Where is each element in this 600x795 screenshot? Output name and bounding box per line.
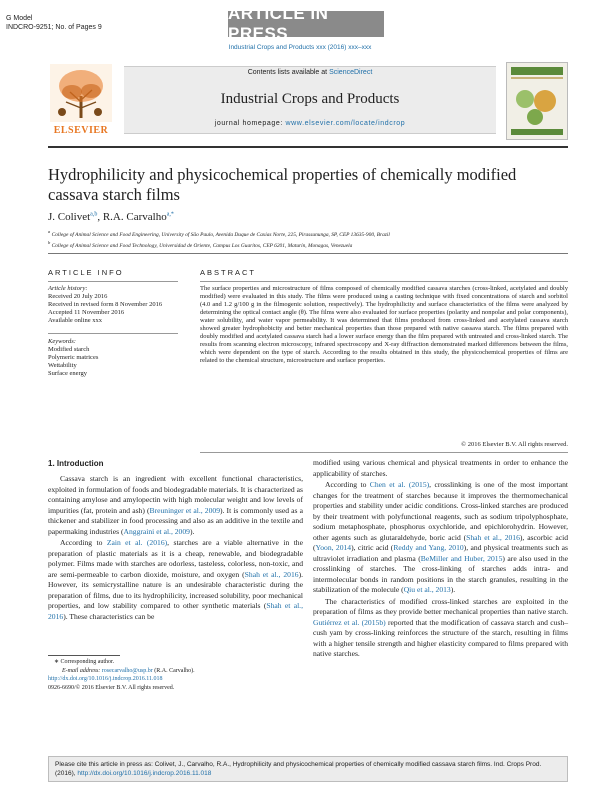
journal-name: Industrial Crops and Products <box>220 91 400 107</box>
author-affil-sup[interactable]: a,* <box>166 211 174 218</box>
citation-link[interactable]: Chen et al. (2015) <box>369 480 430 489</box>
author-affil-sup[interactable]: a,b <box>90 211 98 218</box>
body-paragraph <box>48 538 303 622</box>
contents-prefix: Contents lists available at <box>247 69 328 76</box>
paragraph-text: ). It is commonly used as a thickener and stabilizer in food processing and also as an additive in the textile and papermaking industries ( <box>48 505 303 536</box>
homepage-prefix: journal homepage: <box>214 120 283 127</box>
citation-link[interactable]: Shah et al., 2016 <box>466 532 520 542</box>
article-code: INDCRO-9251; <box>6 24 54 31</box>
paragraph-text: According to <box>60 538 107 547</box>
body-paragraph <box>48 474 303 537</box>
abstract-text: The surface properties and microstructure of films composed of chemically modified cassava starches (cross-linked, acetylated and doubly modified) were evaluated in this study. The films were produced using a casting technique with fixed concentrations of starch and sorbitol (4.0 and 1.2 g/100 g in the filmogenic solution, respectively). The hydrophilicity and surface characteristics of the films were analyzed by determining the optical contact angle (θ). The films were also evaluated for surface properties (polarity and nonpolar and polar components), water solubility, and water vapor permeability. It was determined that films produced from cross-linked and acetylated cassava starch showed greater hydrophobicity and better mechanical properties than those prepared with native cassava starch. The films prepared with doubly modified and acetylated cassava starch had a lower surface energy than the film prepared with untreated and cross-linked starch. The results from scanning electron microscopy, infrared spectroscopy and X-ray diffraction demonstrated marked differences between the films, which were dependent on the type of starch. According to the results obtained in this study, the physicochemical properties of films are related to the chemical structure, microstructure and surface properties. <box>200 285 568 365</box>
gmodel-label: G Model <box>6 15 33 22</box>
title-divider <box>48 253 568 254</box>
paragraph-text: ). These characteristics can be <box>63 611 155 621</box>
header-left-info <box>6 14 102 32</box>
keywords-divider <box>48 333 178 334</box>
contents-line <box>124 69 496 76</box>
cover-image-icon <box>507 63 567 139</box>
journal-cover-thumbnail[interactable] <box>506 62 568 140</box>
page-count: No. of Pages 9 <box>55 24 102 31</box>
paragraph-text: According to <box>325 480 370 489</box>
keyword-item: Surface energy <box>48 370 88 377</box>
elsevier-logo <box>48 62 114 138</box>
history-item: Received 20 July 2016 <box>48 293 108 300</box>
citation-link[interactable]: Shah et al., 2016 <box>48 601 303 621</box>
history-label: Article history: <box>48 285 88 292</box>
affiliation-item: $^a$ College of Animal Science and Food Engineering, University of São Paulo, Avenida Duque de Caxias Norte, 225, Pirassununga, SP, CEP 13635-900, Brazil <box>48 229 390 238</box>
paragraph-text: ). <box>189 526 195 536</box>
citation-link[interactable]: Yoon, 2014 <box>315 543 352 552</box>
footnotes <box>48 658 448 692</box>
citation-link[interactable]: BeMiller and Huber, 2015 <box>420 553 503 563</box>
email-label: E-mail address: <box>62 667 101 674</box>
abstract-heading: ABSTRACT <box>200 268 257 277</box>
citation-link[interactable]: Breuninger et al., 2009 <box>149 505 220 515</box>
paragraph-text: ). <box>450 585 456 594</box>
article-info-divider <box>48 281 178 282</box>
keywords-label: Keywords: <box>48 338 76 345</box>
article-info-heading: ARTICLE INFO <box>48 268 124 277</box>
article-history <box>48 285 188 325</box>
author-name[interactable]: J. Colivet <box>48 211 91 223</box>
article-in-press-banner: ARTICLE IN PRESS <box>228 11 384 37</box>
abstract-divider <box>200 281 568 282</box>
paragraph-text: ), citric acid ( <box>351 543 394 552</box>
paragraph-text: ) are also used in the crosslinking of starches. The cross-linking of starches adds intra- and intermolecular bonds in random positions in the starch granules, resulting in the stabilization of the molecule ( <box>313 553 568 594</box>
paragraph-text: Cassava starch is an ingredient with excellent functional characteristics, exploited in formulation of foods and biodegradable materials. It is characterized as containing amylose and amylopectin with high molecular weight and low levels of impurities (fat, protein and ash) ( <box>48 474 303 515</box>
cite-doi-link[interactable]: http://dx.doi.org/10.1016/j.indcrop.2016.11.018 <box>77 770 212 777</box>
paragraph-text: modified using various chemical and physical treatments in order to enhance the applicability of starches. <box>313 458 568 478</box>
cite-text: Please cite this article in press as: Colivet, J., Carvalho, R.A., Hydrophilicity and physicochemical properties of chemically modified cassava starch films. Ind. Crops Prod. (2016), <box>55 761 542 777</box>
journal-title-box <box>124 66 496 134</box>
citation-link[interactable]: Reddy and Yang, 2010 <box>393 543 464 552</box>
email-note <box>48 667 448 676</box>
paragraph-text: reported that the modification of cassava starch and cush–cush yam by cross-linking reinforces the structure of the starch, resulting in films with a higher tensile strength and higher elasticity compared to films prepared with native starches. <box>313 617 568 658</box>
body-paragraph <box>313 480 568 596</box>
copyright-notice: © 2016 Elsevier B.V. All rights reserved. <box>461 441 568 448</box>
homepage-line <box>124 120 496 127</box>
keywords <box>48 338 188 378</box>
keyword-item: Polymeric matrices <box>48 354 99 361</box>
article-title: Hydrophilicity and physicochemical properties of chemically modified cassava starch films <box>48 165 517 204</box>
email-link[interactable]: rosecarvalho@usp.br <box>101 667 153 674</box>
citation-link[interactable]: Anggraini et al., 2009 <box>123 526 190 536</box>
keyword-item: Wettability <box>48 362 77 369</box>
paragraph-text: , starches are a viable alternative in the preparation of plastic materials as it is a cheap, renewable, and biodegradable polymer. Films made with starches are odorless, tasteless, colorless, non-toxic, and are semi-permeable to carbon dioxide, moisture, and oxygen ( <box>48 538 303 579</box>
journal-masthead <box>48 62 568 144</box>
paragraph-text: , crosslinking is one of the most important changes for the treatment of starches because it improves the thermomechanical properties and stability under acidic conditions. Cross-linked starches are produced by their treatment with polyfunctional reagents, such as sodium tripolyphosphate, sodium metaphosphate, phosphorus oxychloride, and epichlorohydrin. However, other agents such as glutaraldehyde, boric acid ( <box>313 480 568 542</box>
corresponding-author-note: ∗ Corresponding author. <box>54 659 115 665</box>
journal-citation-line[interactable]: Industrial Crops and Products xxx (2016) xxx–xxx <box>228 44 372 51</box>
keyword-item: Modified starch <box>48 346 90 353</box>
journal-homepage-link[interactable]: www.elsevier.com/locate/indcrop <box>285 120 406 127</box>
author-list: J. Colivet$^{a,b}$, R.A. Carvalho$^{a,*}$ <box>48 211 174 223</box>
footnote-divider <box>48 655 120 656</box>
paragraph-text: ), and physical treatments such as ultraviolet irradiation and plasma ( <box>313 543 568 563</box>
citation-link[interactable]: Shah et al., 2016 <box>244 569 299 579</box>
history-item: Accepted 11 November 2016 <box>48 309 125 316</box>
history-item: Received in revised form 8 November 2016 <box>48 301 163 308</box>
body-paragraph <box>313 458 568 479</box>
body-column-left <box>48 474 303 622</box>
cite-this-article-box <box>48 756 568 782</box>
issn-line: 0926-6690/© 2016 Elsevier B.V. All rights reserved. <box>48 684 175 691</box>
paragraph-text: ), ascorbic acid ( <box>313 532 569 552</box>
paragraph-text: The characteristics of modified cross-linked starches are exploited in the preparation of films as they provide better mechanical properties than native starch. <box>313 596 568 616</box>
doi-link[interactable]: http://dx.doi.org/10.1016/j.indcrop.2016.11.018 <box>48 676 163 682</box>
author-name[interactable]: R.A. Carvalho <box>102 211 167 223</box>
body-paragraph <box>313 597 568 660</box>
citation-link[interactable]: Gutiérrez et al. (2015b) <box>313 617 386 627</box>
history-item: Available online xxx <box>48 317 103 324</box>
paragraph-text: ). However, its semicrystalline nature is an undesirable characteristic during the preparation of films, due to its hydrophilicity, increased solubility, poor mechanical properties, and low stability compared to other synthetic materials ( <box>48 569 303 610</box>
citation-link[interactable]: Qiu et al., 2013 <box>403 585 451 594</box>
affiliation-item: $^b$ College of Animal Science and Food Technology, Universidad de Oriente, Campus Los Guaritos, CEP 6201, Maturín, Monagas, Venezuela <box>48 239 353 249</box>
masthead-divider <box>48 146 568 148</box>
affiliations <box>48 228 568 250</box>
citation-link[interactable]: Zain et al. (2016) <box>106 538 168 547</box>
section-heading-introduction: 1. Introduction <box>48 459 104 468</box>
email-suffix: (R.A. Carvalho). <box>152 667 195 674</box>
elsevier-wordmark: ELSEVIER <box>53 125 109 136</box>
abstract-bottom-divider <box>200 452 568 453</box>
body-column-right <box>313 458 568 660</box>
sciencedirect-link[interactable]: ScienceDirect <box>329 69 373 76</box>
